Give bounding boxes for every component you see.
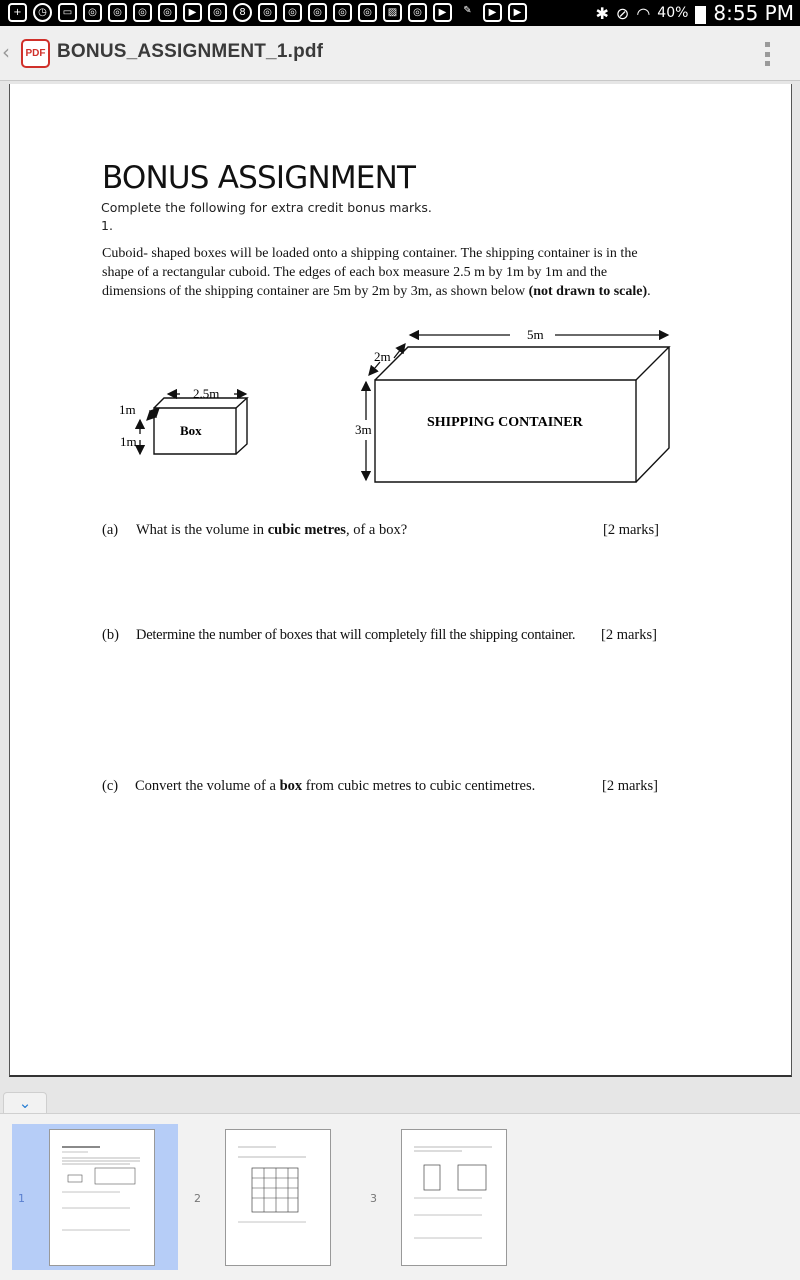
box-height-label: 1m [120, 434, 137, 449]
edit-icon: ✎ [463, 5, 472, 16]
gallery-icon: ▨ [383, 3, 402, 22]
instructions-text: Complete the following for extra credit bonus marks. [101, 200, 432, 215]
thumbnail-page-2[interactable] [225, 1129, 331, 1266]
app-bar [0, 26, 800, 81]
thumbnail-preview [226, 1130, 331, 1266]
thumbnail-preview [50, 1130, 155, 1266]
thumbnail-page-1[interactable] [49, 1129, 155, 1266]
youtube-icon: ▶ [183, 3, 202, 22]
battery-level: 40% [657, 5, 689, 21]
instagram-icon: ◎ [158, 3, 177, 22]
question-text: What is the volume in cubic metres, of a box? [136, 522, 408, 538]
container-figure [355, 327, 669, 482]
8ball-icon: 8 [233, 3, 252, 22]
document-title: BONUS_ASSIGNMENT_1.pdf [57, 41, 324, 62]
notification-icons [8, 3, 527, 22]
instagram-icon: ◎ [83, 3, 102, 22]
box-figure [119, 386, 247, 454]
thumbnail-number: 2 [194, 1192, 201, 1205]
question-text: Convert the volume of a box from cubic metres to cubic centimetres. [135, 778, 536, 794]
instagram-icon: ◎ [408, 3, 427, 22]
shipping-diagram [110, 324, 690, 494]
pdf-page[interactable] [9, 84, 792, 1077]
container-length-label: 5m [527, 327, 544, 342]
instagram-icon: ◎ [258, 3, 277, 22]
bluetooth-icon: ✱ [595, 3, 609, 23]
question-marks: [2 marks] [602, 778, 658, 794]
pdf-file-icon: PDF [21, 39, 50, 68]
question-number: 1. [101, 218, 113, 233]
wifi-icon: ◠ [636, 3, 651, 23]
thumbnail-number: 1 [18, 1192, 25, 1205]
status-bar [0, 0, 800, 26]
box-width-label: 1m [119, 402, 136, 417]
container-width-label: 2m [374, 349, 391, 364]
question-marks: [2 marks] [601, 627, 657, 643]
question-marks: [2 marks] [603, 522, 659, 538]
thumbnail-preview [402, 1130, 507, 1266]
thumbnail-toggle[interactable] [3, 1092, 47, 1114]
question-text: Determine the number of boxes that will completely fill the shipping container. [136, 627, 576, 643]
instagram-icon: ◎ [358, 3, 377, 22]
youtube-icon: ▶ [508, 3, 527, 22]
youtube-icon: ▶ [483, 3, 502, 22]
page-thumbnail-strip [0, 1113, 800, 1280]
question-label: (a) [102, 522, 119, 538]
instagram-icon: ◎ [283, 3, 302, 22]
instagram-icon: ◎ [208, 3, 227, 22]
overflow-menu-icon[interactable] [763, 42, 771, 66]
clock-icon: ◷ [33, 3, 52, 22]
thumbnail-page-3[interactable] [401, 1129, 507, 1266]
question-label: (c) [102, 778, 119, 794]
problem-paragraph: Cuboid- shaped boxes will be loaded onto a shipping container. The shipping container is in the shape of a rectangular cuboid. The edges of each box measure 2.5 m by 1m by 1m and the dimensions of the shipping container are 5m by 2m by 3m, as shown below (not drawn to scale). [102, 246, 651, 299]
container-height-label: 3m [355, 422, 372, 437]
chevron-down-icon: ⌄ [18, 1094, 32, 1112]
mute-icon: ⊘ [615, 3, 630, 23]
instagram-icon: ◎ [333, 3, 352, 22]
box-length-label: 2.5m [193, 386, 220, 401]
container-label: SHIPPING CONTAINER [427, 415, 583, 430]
box-label: Box [180, 423, 202, 438]
clock-time: 8:55 PM [713, 1, 794, 25]
system-icons [596, 0, 795, 26]
add-icon: + [8, 3, 27, 22]
question-a [102, 522, 662, 542]
question-label: (b) [102, 627, 119, 643]
thumbnail-number: 3 [370, 1192, 377, 1205]
question-b [102, 627, 662, 647]
cast-icon: ▭ [58, 3, 77, 22]
chevron-left-icon[interactable]: ‹ [2, 40, 10, 64]
youtube-icon: ▶ [433, 3, 452, 22]
question-c [102, 778, 662, 798]
page-title: BONUS ASSIGNMENT [102, 160, 416, 196]
instagram-icon: ◎ [108, 3, 127, 22]
instagram-icon: ◎ [133, 3, 152, 22]
instagram-icon: ◎ [308, 3, 327, 22]
battery-icon [695, 6, 706, 24]
